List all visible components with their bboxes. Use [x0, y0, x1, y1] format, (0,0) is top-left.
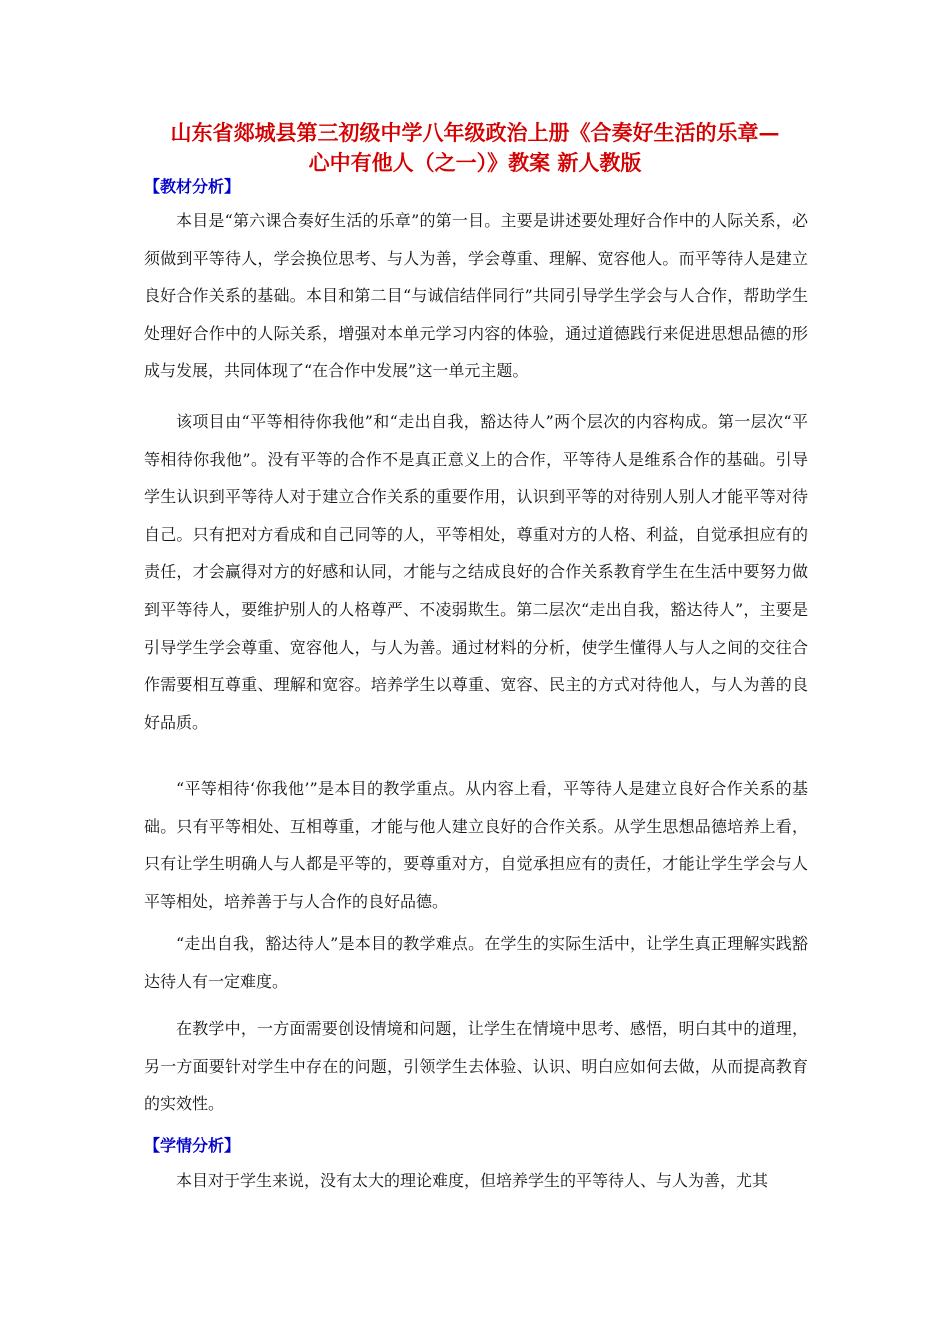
- title-line-1: 山东省郯城县第三初级中学八年级政治上册《合奏好生活的乐章—: [170, 120, 780, 145]
- document-title: [130, 118, 820, 178]
- section-heading-textbook-analysis: 【教材分析】: [144, 177, 241, 196]
- section-heading-student-analysis: 【学情分析】: [144, 1136, 241, 1155]
- paragraph-5: 在教学中，一方面需要创设情境和问题，让学生在情境中思考、感悟，明白其中的道理，另一方面要针对学生中存在的问题，引领学生去体验、认识、明白应如何去做，从而提高教育的实效性。: [144, 1019, 808, 1114]
- paragraph-1: 本目是“第六课合奏好生活的乐章”的第一目。主要是讲述要处理好合作中的人际关系，必须做到平等待人，学会换位思考、与人为善，学会尊重、理解、宽容他人。而平等待人是建立良好合作关系的基础。本目和第二目“与诚信结伴同行”共同引导学生学会与人合作，帮助学生处理好合作中的人际关系，增强对本单元学习内容的体验，通过道德践行来促进思想品德的形成与发展，共同体现了“在合作中发展”这一单元主题。: [144, 211, 808, 381]
- paragraph-2: 该项目由“平等相待你我他”和“走出自我，豁达待人”两个层次的内容构成。第一层次“平等相待你我他”。没有平等的合作不是真正意义上的合作，平等待人是维系合作的基础。引导学生认识到平等待人对于建立合作关系的重要作用，认识到平等的对待别人别人才能平等对待自己。只有把对方看成和自己同等的人，平等相处，尊重对方的人格、利益，自觉承担应有的责任，才会赢得对方的好感和认同，才能与之结成良好的合作关系教育学生在生活中要努力做到平等待人，要维护别人的人格尊严、不凌弱欺生。第二层次“走出自我，豁达待人”，主要是引导学生学会尊重、宽容他人，与人为善。通过材料的分析，使学生懂得人与人之间的交往合作需要相互尊重、理解和宽容。培养学生以尊重、宽容、民主的方式对待他人，与人为善的良好品质。: [144, 412, 808, 732]
- paragraph-3: “平等相待‘你我他’”是本目的教学重点。从内容上看，平等待人是建立良好合作关系的基础。只有平等相处、互相尊重，才能与他人建立良好的合作关系。从学生思想品德培养上看，只有让学生明确人与人都是平等的，要尊重对方，自觉承担应有的责任，才能让学生学会与人平等相处，培养善于与人合作的良好品德。: [144, 779, 808, 911]
- paragraph-6: 本目对于学生来说，没有太大的理论难度，但培养学生的平等待人、与人为善，尤其: [176, 1171, 769, 1190]
- paragraph-4: “走出自我，豁达待人”是本目的教学难点。在学生的实际生活中，让学生真正理解实践豁达待人有一定难度。: [144, 934, 808, 991]
- title-line-2: 心中有他人（之一）》教案 新人教版: [308, 150, 642, 175]
